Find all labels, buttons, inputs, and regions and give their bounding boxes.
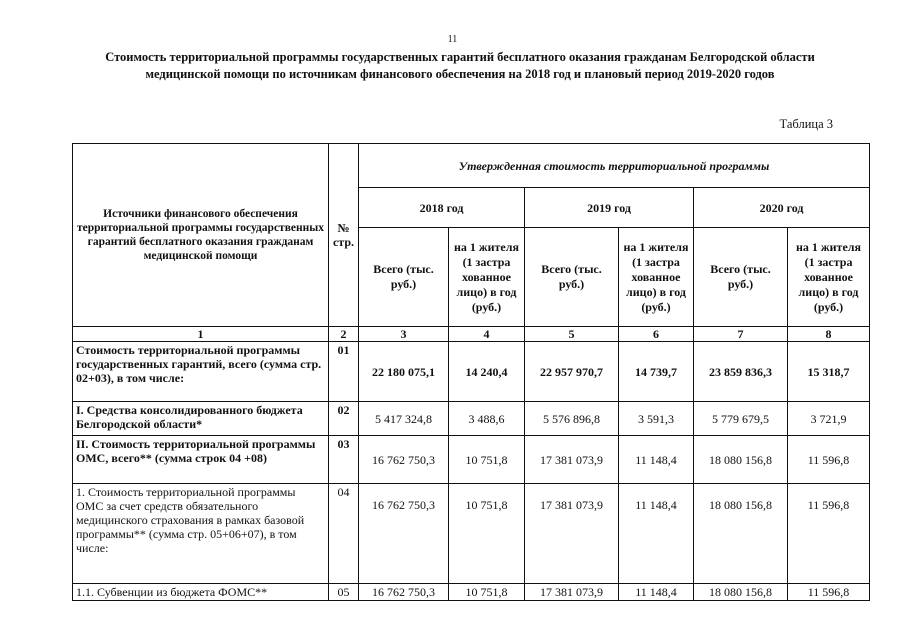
page-number: 11 — [447, 34, 458, 45]
header-total-2018: Всего (тыс. руб.) — [359, 228, 449, 327]
header-approved-cost: Утвержденная стоимость территориальной программы — [359, 144, 870, 188]
value-cell: 17 381 073,9 — [525, 484, 619, 584]
value-cell: 10 751,8 — [449, 436, 525, 484]
value-cell: 11 596,8 — [788, 436, 870, 484]
row-number: 04 — [329, 484, 359, 584]
value-cell: 11 148,4 — [619, 484, 694, 584]
value-cell: 5 779 679,5 — [694, 402, 788, 436]
table-row — [73, 484, 870, 584]
value-cell: 18 080 156,8 — [694, 484, 788, 584]
column-number: 4 — [449, 327, 525, 342]
row-source: II. Стоимость территориальной программы ОМС, всего** (сумма строк 04 +08) — [73, 436, 329, 484]
value-cell: 11 148,4 — [619, 584, 694, 601]
header-per-resident-2019: на 1 жителя (1 застра хованное лицо) в год (руб.) — [619, 228, 694, 327]
row-source: 1. Стоимость территориальной программы ОМС за счет средств обязательного медицинского страхования в рамках базовой программы** (сумма стр. 05+06+07), в том числе: — [73, 484, 329, 584]
value-cell: 23 859 836,3 — [694, 342, 788, 402]
row-source: 1.1. Субвенции из бюджета ФОМС** — [73, 584, 329, 601]
value-cell: 11 596,8 — [788, 584, 870, 601]
value-cell: 3 488,6 — [449, 402, 525, 436]
header-total-2019: Всего (тыс. руб.) — [525, 228, 619, 327]
value-cell: 3 591,3 — [619, 402, 694, 436]
column-number: 7 — [694, 327, 788, 342]
row-number: 01 — [329, 342, 359, 402]
header-per-resident-2018: на 1 жителя (1 застра хованное лицо) в год (руб.) — [449, 228, 525, 327]
column-number: 1 — [73, 327, 329, 342]
value-cell: 16 762 750,3 — [359, 584, 449, 601]
table-row — [73, 402, 870, 436]
row-number: 05 — [329, 584, 359, 601]
header-year-2020: 2020 год — [694, 188, 870, 228]
column-number: 5 — [525, 327, 619, 342]
row-source: Стоимость территориальной программы государственных гарантий, всего (сумма стр. 02+03), в том числе: — [73, 342, 329, 402]
financing-table — [72, 143, 870, 601]
column-number: 8 — [788, 327, 870, 342]
table-row — [73, 584, 870, 601]
value-cell: 11 148,4 — [619, 436, 694, 484]
column-number: 3 — [359, 327, 449, 342]
value-cell: 10 751,8 — [449, 484, 525, 584]
header-row-number: № стр. — [329, 144, 359, 327]
table-row — [73, 436, 870, 484]
row-number: 02 — [329, 402, 359, 436]
value-cell: 18 080 156,8 — [694, 584, 788, 601]
header-year-2018: 2018 год — [359, 188, 525, 228]
value-cell: 17 381 073,9 — [525, 584, 619, 601]
column-number: 2 — [329, 327, 359, 342]
value-cell: 5 576 896,8 — [525, 402, 619, 436]
value-cell: 15 318,7 — [788, 342, 870, 402]
header-year-2019: 2019 год — [525, 188, 694, 228]
row-number: 03 — [329, 436, 359, 484]
value-cell: 14 240,4 — [449, 342, 525, 402]
column-number: 6 — [619, 327, 694, 342]
value-cell: 3 721,9 — [788, 402, 870, 436]
row-source: I. Средства консолидированного бюджета Белгородской области* — [73, 402, 329, 436]
document-title: Стоимость территориальной программы государственных гарантий бесплатного оказания гражданам Белгородской области медицинской помощи по источникам финансового обеспечения на 2018 год и плановый период 2019-2020 годов — [105, 50, 815, 81]
value-cell: 17 381 073,9 — [525, 436, 619, 484]
header-total-2020: Всего (тыс. руб.) — [694, 228, 788, 327]
value-cell: 10 751,8 — [449, 584, 525, 601]
value-cell: 16 762 750,3 — [359, 436, 449, 484]
value-cell: 22 180 075,1 — [359, 342, 449, 402]
value-cell: 14 739,7 — [619, 342, 694, 402]
table-row — [73, 342, 870, 402]
table-caption: Таблица 3 — [779, 117, 833, 131]
value-cell: 11 596,8 — [788, 484, 870, 584]
header-per-resident-2020: на 1 жителя (1 застра хованное лицо) в год (руб.) — [788, 228, 870, 327]
value-cell: 16 762 750,3 — [359, 484, 449, 584]
value-cell: 22 957 970,7 — [525, 342, 619, 402]
value-cell: 5 417 324,8 — [359, 402, 449, 436]
header-sources: Источники финансового обеспечения территориальной программы государственных гарантий бесплатного оказания гражданам медицинской помощи — [73, 144, 329, 327]
value-cell: 18 080 156,8 — [694, 436, 788, 484]
